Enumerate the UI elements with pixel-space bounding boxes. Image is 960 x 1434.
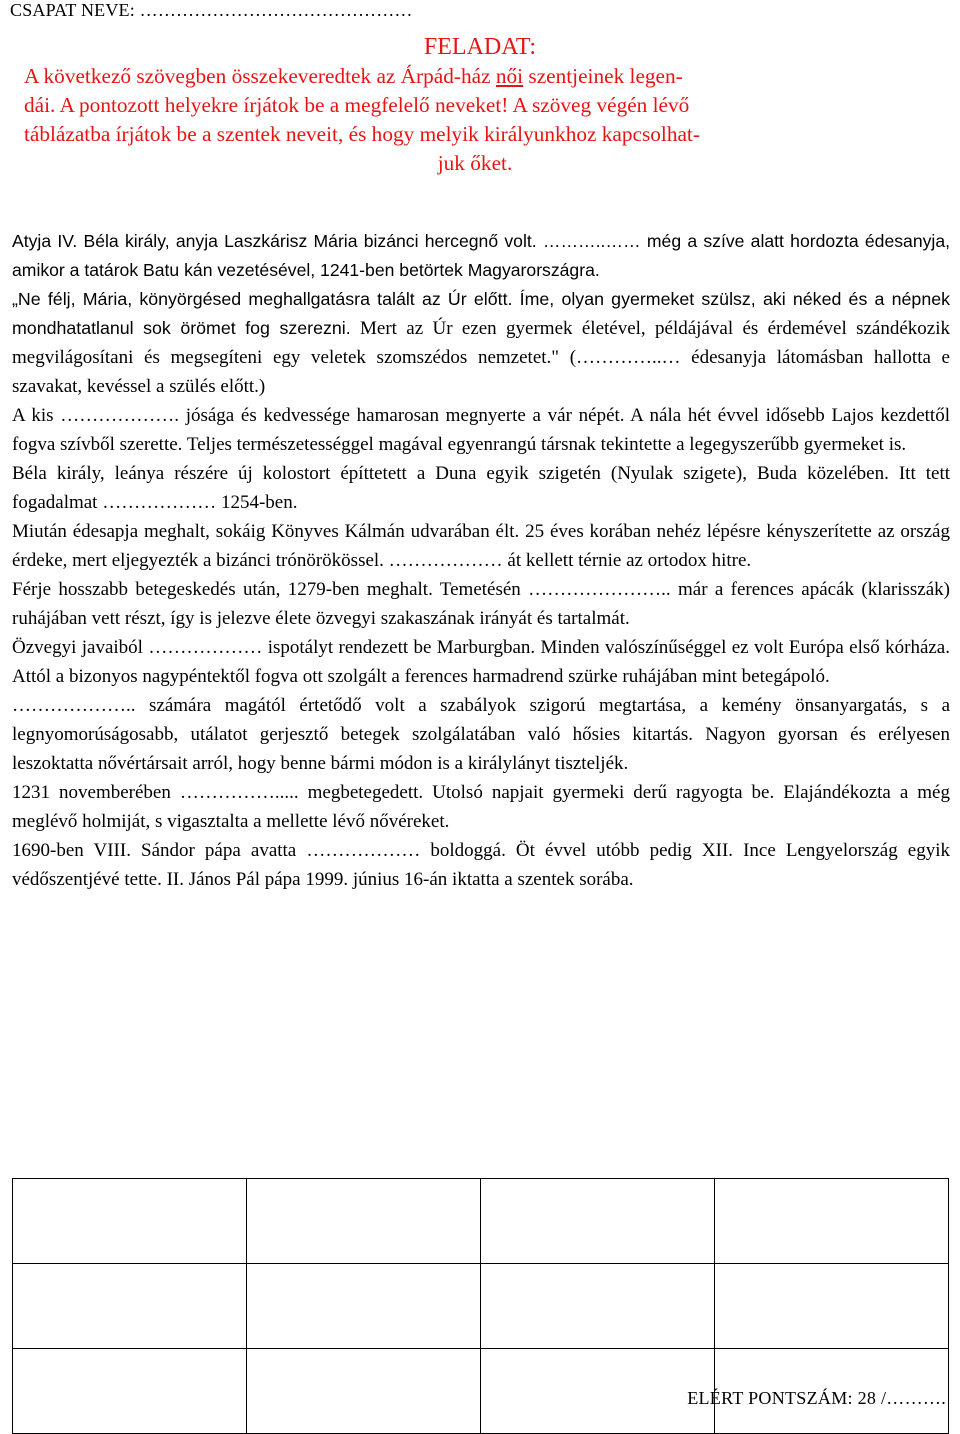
score-label: ELÉRT PONTSZÁM: 28 /……….: [687, 1388, 946, 1408]
answer-cell[interactable]: [481, 1264, 715, 1349]
task-line-4: juk őket.: [437, 151, 513, 175]
task-line-1-part-b: szentjeinek legen-: [523, 64, 683, 88]
paragraph-7: Özvegyi javaiból ……………… ispotályt rendezett be Marburgban. Minden valószínűséggel ez volt Európa első kórháza. Attól a bizonyos nagypéntektől fogva ott szolgált a ferences harmadrend szürke ruhájában mint betegápoló.: [12, 637, 950, 687]
task-instructions: [10, 32, 950, 178]
answer-cell[interactable]: [13, 1349, 247, 1434]
answer-table-row: [13, 1179, 949, 1264]
paragraph-2: [12, 285, 950, 401]
paragraph-4: Béla király, leánya részére új kolostort építtetett a Duna egyik szigetén (Nyulak szigete), Buda közelében. Itt tett fogadalmat ……………… 1254-ben.: [12, 463, 950, 513]
task-body: [10, 62, 950, 178]
answer-cell[interactable]: [247, 1264, 481, 1349]
answer-cell[interactable]: [481, 1349, 715, 1434]
paragraph-3: A kis ………………. jósága és kedvessége hamarosan megnyerte a vár népét. A nála hét évvel idősebb Lajos kezdettől fogva szívből szerette. Teljes természetességgel magával egyenrangú társnak tekintette a legegyszerűbb gyermeket is.: [12, 405, 950, 455]
paragraph-1-a: Atyja IV. Béla király, anyja Laszkárisz Mária bizánci hercegnő volt. ………..……: [12, 231, 641, 251]
task-line-1-underlined: női: [495, 64, 524, 88]
answer-cell[interactable]: [247, 1349, 481, 1434]
team-name-label: CSAPAT NEVE: ………………………………………: [10, 0, 413, 20]
paragraph-2-a: „Ne félj, Mária, könyörgésed meghallgatásra talált az Úr előtt. Íme, olyan gyermeket szülsz, aki néked és a népnek mondhatatlanul sok örömet fog szerezni.: [12, 289, 950, 338]
answer-cell[interactable]: [481, 1179, 715, 1264]
answer-cell[interactable]: [13, 1179, 247, 1264]
answer-cell[interactable]: [13, 1264, 247, 1349]
task-line-1-part-a: A következő szövegben összekeveredtek az Árpád-ház: [24, 64, 496, 88]
paragraph-8: ……………….. számára magától értetődő volt a szabályok szigorú megtartása, a kemény önsanyargatás, s a legnyomorúságosabb, utálatot gerjesztő betegek szolgálatában való hősies kitartás. Nagyon gyorsan és erélyesen leszoktatta nővértársait arról, hogy benne bármi módon is a királylányt tiszteljék.: [12, 695, 950, 774]
answer-cell[interactable]: [715, 1179, 949, 1264]
task-line-2: dái. A pontozott helyekre írjátok be a megfelelő neveket! A szöveg végén lévő: [24, 93, 690, 117]
task-title: FELADAT:: [423, 34, 537, 60]
answer-cell[interactable]: [715, 1264, 949, 1349]
paragraph-9: 1231 novemberében ……………..... megbetegedett. Utolsó napjait gyermeki derű ragyogta be. Elajándékozta a még meglévő holmiját, s vigasztalta a mellette lévő nővéreket.: [12, 782, 950, 832]
paragraph-6: Férje hosszabb betegeskedés után, 1279-ben meghalt. Temetésén ………………….. már a ferences apácák (klarisszák) ruhájában vett részt, így is jelezve élete özvegyi szakaszának irányát és tartalmát.: [12, 579, 950, 629]
paragraph-10: 1690-ben VIII. Sándor pápa avatta ……………… boldoggá. Öt évvel utóbb pedig XII. Ince Lengyelország egyik védőszentjévé tette. II. János Pál pápa 1999. június 16-án iktatta a szentek sorába.: [12, 840, 950, 890]
answer-table-row: [13, 1264, 949, 1349]
legend-text: [12, 227, 950, 894]
answer-cell[interactable]: [247, 1179, 481, 1264]
paragraph-1-b: még a szíve alatt hordozta édesanyja, amikor a tatárok Batu kán vezetésével, 1241-ben betörtek Magyarországra.: [12, 231, 950, 280]
task-line-3: táblázatba írjátok be a szentek neveit, és hogy melyik királyunkhoz kapcsolhat-: [24, 122, 700, 146]
paragraph-1: [12, 227, 950, 285]
paragraph-2-b: Mert az Úr ezen gyermek életével, példájával és érdemével szándékozik megvilágosítani és megsegíteni egy veletek szomszédos nemzetet." (…………..… édesanyja látomásban hallotta e szavakat, kevéssel a szülés előtt.): [12, 318, 950, 397]
paragraph-5: Miután édesapja meghalt, sokáig Könyves Kálmán udvarában élt. 25 éves korában nehéz lépésre kényszerítette az ország érdeke, mert eljegyezték a bizánci trónörökössel. ……………… át kellett térnie az ortodox hitre.: [12, 521, 950, 571]
task-line-1: [24, 62, 926, 91]
